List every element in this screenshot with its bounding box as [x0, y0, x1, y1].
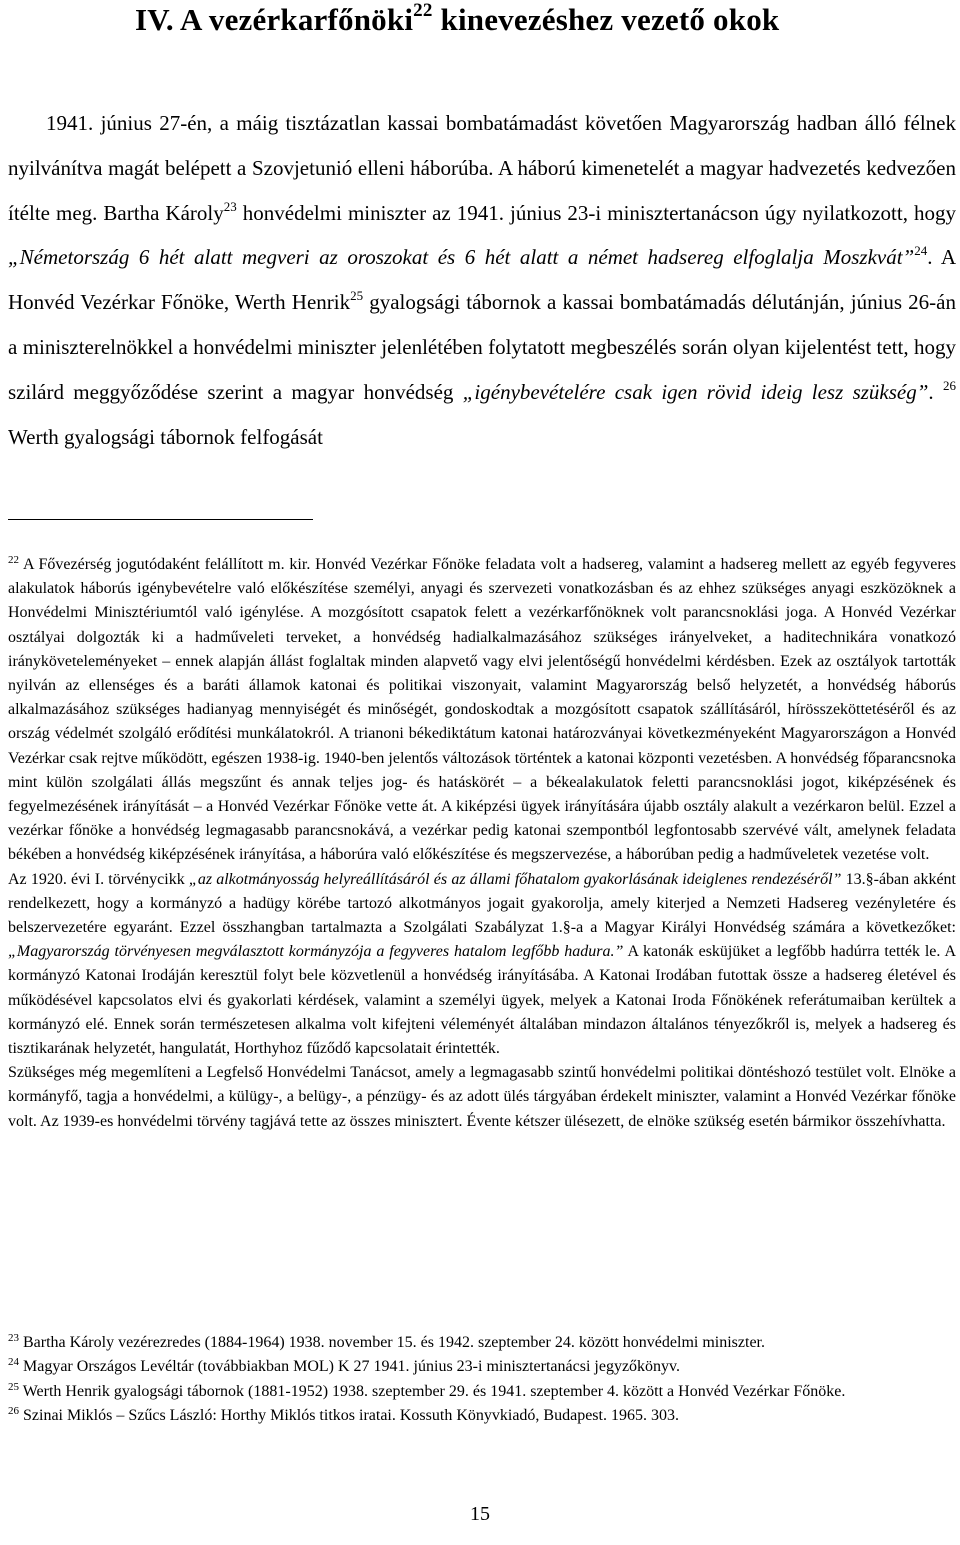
text-run: 13.§-ában akként rendelkezett, hogy a kormányzó a hadügy körébe tartozó alkotmányos jogait gyakorolja, amely kiterjed a Nemzeti Hadsereg vezényletére és belszervezetére egyaránt. Ezzel összhangban tartalmazta a Szolgálati Szabályzat 1.§-a a Magyar Királyi Honvédség számára a következőket: [8, 870, 956, 937]
footnote-ref-22[interactable]: 22 [8, 554, 19, 566]
footnote-ref-23[interactable]: 23 [8, 1332, 19, 1344]
chapter-title-text-end: kinevezéshez vezető okok [432, 2, 780, 37]
text-run: Werth gyalogsági tábornok felfogását [8, 424, 323, 449]
text-run: . A Honvéd Vezérkar Főnöke, Werth Henrik [8, 245, 956, 315]
text-run: gyalogsági tábornok a kassai bombatámadás délutánján, június 26-án a miniszterelnökkel a honvédelmi miniszter jelenlétében folytatott megbeszélés során olyan kijelentést tett, hogy szilárd meggyőződése szerint a magyar honvédség [8, 290, 956, 404]
italic-quote: „Magyarország törvényesen megválasztott kormányzója a fegyveres hatalom legfőbb hadura.” [8, 943, 624, 961]
text-run: A Fővezérség jogutódaként felállított m. kir. Honvéd Vezérkar Főnöke feladata volt a hadsereg, valamint a hadsereg mellett az egyéb fegyveres alakulatok háborús igénybevételre való előkészítése személyi, anyagi és szervezeti vonatkozásban és az ehhez szükséges anyagi eszközöknek a Honvédelmi Minisztériumtól való igénylése. A mozgósított csapatok felett a vezérkarfőnöknek volt parancsnoklási joga. A Honvéd Vezérkar osztályai dolgozták ki a hadműveleti terveket, a honvédség hadialkalmazásához szükséges irányelveket, a haditechnikára vonatkozó irányköveteleményeket – ennek alapján állást foglaltak minden alapvető vagy elvi jelentőségű honvédelmi kérdésben. Ezek az osztályok tartották nyilván az ellenséges és a baráti államok katonai és politikai viszonyait, valamint Magyarország belső helyzetét, a honvédség háborús alkalmazásához szükséges hadianyag mennyiségét és minőségét, gondoskodtak a mozgósított csapatok szállításáról, hírösszeköttetéséről és az ország védelmét szolgáló erődítési munkálatokról. A trianoni békediktátum katonai határozványai következményeként Magyarországon a Honvéd Vezérkar csak rejtve működött, egészen 1938-ig. 1940-ben jelentős változások történtek a katonai központi vezetésben. A honvédség főparancsnoka mint külön szolgálati állás megszűnt és annak teljes jog- és hatáskörét – a békealakulatok feletti parancsnoklási jogot, kiképzésének és fegyelmezésének irányítását – a Honvéd Vezérkar Főnöke vette át. A kiképzési ügyek irányítására újabb osztály alakult a vezérkaron belül. Ezzel a vezérkar főnöke a honvédség legmagasabb parancsnokává, a vezérkar pedig katonai szempontból legfontosabb szervévé vált, amelynek feladata békében a honvédség kiképzésének irányítása, a háborúra való előkészítése és megszervezése, a háborúban pedig a hadműveletek vezetése volt. [8, 556, 956, 864]
text-run: Bartha Károly vezérezredes (1884-1964) 1938. november 15. és 1942. szeptember 24. között honvédelmi miniszter. [19, 1334, 765, 1351]
text-run: A katonák esküjüket a legfőbb hadúrra tették le. A kormányzó Katonai Irodáján keresztül folyt bele közvetlenül a honvédség irányításába. A Katonai Irodában futottak össze a hadsereg életével és működésével kapcsolatos elvi és gyakorlati kérdések, valamint a személyi ügyek, melyek a Katonai Iroda Főnökének referátumaiban kerültek a kormányzó elé. Ennek során természetesen alkalma volt kifejteni véleményét általában mindazon általános tényezőkről is, melyek a hadsereg és tisztikarának helyzetét, hangulatát, Horthyhoz fűződő kapcsolatait érintették. [8, 943, 956, 1058]
footnote-22-paragraph [8, 868, 956, 1062]
footnote-ref-25[interactable]: 25 [350, 288, 364, 304]
footnote-ref-24[interactable]: 24 [8, 1356, 19, 1369]
chapter-title [135, 2, 779, 38]
footnote-22-paragraph [8, 553, 956, 868]
footnote-ref-22[interactable]: 22 [413, 0, 433, 21]
italic-quote: „igénybevételére csak igen rövid ideig lesz szükség” [462, 379, 929, 404]
footnote-ref-26[interactable]: 26 [8, 1404, 19, 1417]
footnotes-list [8, 1331, 956, 1428]
chapter-title-text: IV. A vezérkarfőnöki [135, 2, 414, 37]
italic-quote: „az alkotmányosság helyreállításáról és az állami főhatalom gyakorlásának ideiglenes rendezéséről” [188, 870, 842, 888]
text-run: 1941. június 27-én, a máig tisztázatlan kassai bombatámadást követően Magyarország hadban álló félnek nyilvánítva magát belépett a Szovjetunió elleni háborúba. A háború kimenetelét a magyar hadvezetés kedvezően ítélte meg. Bartha Károly [8, 111, 956, 225]
text-run: Az 1920. évi I. törvénycikk [8, 870, 189, 888]
footnote-22-paragraph [8, 1061, 956, 1134]
text-run: Szükséges még megemlíteni a Legfelső Honvédelmi Tanácsot, amely a legmagasabb szintű honvédelmi politikai döntéshozó testület volt. Elnöke a kormányfő, tagja a honvédelmi, a külügy-, a belügy-, a pénzügy- és az adott ülés tárgyában érdekelt miniszter, valamint a Honvéd Vezérkar főnöke volt. Az 1939-es honvédelmi törvény tagjává tette az összes minisztert. Évente kétszer ülésezett, de elnöke szükség esetén bármikor összehívhatta. [8, 1064, 956, 1130]
text-run: . [928, 379, 943, 404]
page-number: 15 [470, 1503, 490, 1525]
body-paragraph [8, 101, 956, 459]
text-run: Magyar Országos Levéltár (továbbiakban MOL) K 27 1941. június 23-i minisztertanácsi jegyzőkönyv. [19, 1358, 681, 1376]
main-text [8, 101, 956, 459]
footnote-25 [8, 1380, 956, 1404]
footnote-ref-24[interactable]: 24 [914, 243, 928, 259]
text-run: Werth Henrik gyalogsági tábornok (1881-1952) 1938. szeptember 29. és 1941. szeptember 4. között a Honvéd Vezérkar Főnöke. [19, 1382, 846, 1400]
footnote-ref-26[interactable]: 26 [943, 377, 956, 393]
text-run: honvédelmi miniszter az 1941. június 23-i minisztertanácson úgy nyilatkozott, hogy [236, 200, 956, 225]
footnote-separator [8, 519, 313, 520]
text-run: Szinai Miklós – Szűcs László: Horthy Miklós titkos iratai. Kossuth Könyvkiadó, Budapest. 1965. 303. [19, 1406, 679, 1424]
footnote-24 [8, 1355, 956, 1379]
footnote-23 [8, 1331, 956, 1355]
italic-quote: „Németország 6 hét alatt megveri az oroszokat és 6 hét alatt a német hadsereg elfoglalja Moszkvát” [8, 245, 915, 270]
footnote-22-block [8, 553, 956, 1134]
footnote-ref-25[interactable]: 25 [8, 1380, 19, 1393]
footnote-26 [8, 1404, 956, 1428]
footnote-ref-23[interactable]: 23 [223, 198, 237, 214]
